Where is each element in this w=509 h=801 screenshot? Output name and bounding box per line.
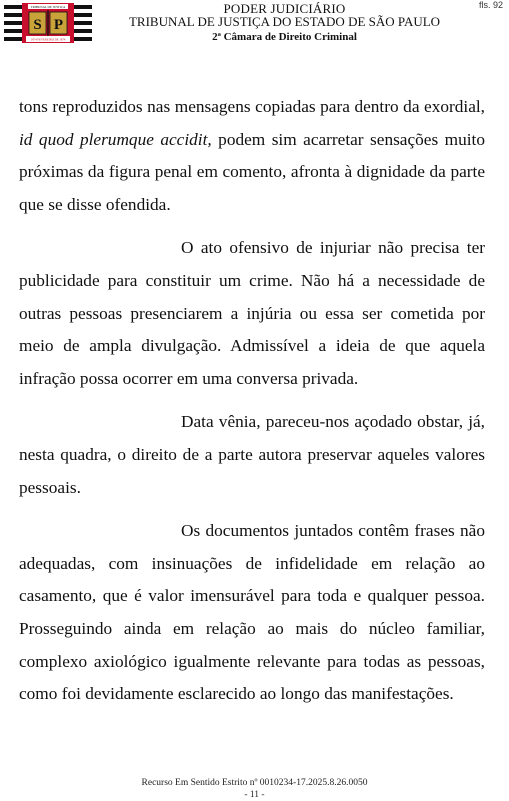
logo-top-text: TRIBUNAL DE JUSTIÇA bbox=[30, 5, 66, 9]
document-header bbox=[0, 0, 509, 50]
footer-page-number: - 11 - bbox=[244, 790, 265, 800]
header-chamber-name: 2ª Câmara de Direito Criminal bbox=[212, 31, 357, 43]
logo-bottom-text: 1874 FEVEREIRO DE 1874 bbox=[30, 37, 66, 42]
page-folio-marker: fls. 92 bbox=[478, 0, 503, 10]
paragraph-2: O ato ofensivo de injuriar não precisa ter publicidade para constituir um crime. Não há a necessidade de outras pessoas presenciarem a injúria ou essa ser cometida por meio de ampla divulgação. Admissível a ideia de que aquela infração possa ocorrer em uma conversa privada. bbox=[19, 238, 485, 388]
header-poder-judiciario: PODER JUDICIÁRIO bbox=[223, 1, 346, 16]
header-text-block bbox=[100, 2, 469, 46]
paragraph-3: Data vênia, pareceu-nos açodado obstar, já, nesta quadra, o direito de a parte autora preservar aqueles valores pessoais. bbox=[19, 412, 485, 497]
header-tribunal-name: TRIBUNAL DE JUSTIÇA DO ESTADO DE SÃO PAULO bbox=[128, 14, 441, 29]
paragraph-1-text-before: tons reproduzidos nas mensagens copiadas para dentro da exordial, bbox=[19, 97, 485, 116]
document-footer bbox=[0, 777, 509, 801]
footer-case-number: Recurso Em Sentido Estrito nº 0010234-17.2025.8.26.0050 bbox=[141, 778, 368, 788]
document-body bbox=[19, 91, 485, 722]
logo-letter-s: S bbox=[33, 17, 42, 33]
logo-letter-p: P bbox=[53, 17, 64, 33]
paragraph-4: Os documentos juntados contêm frases não adequadas, com insinuações de infidelidade em relação ao casamento, que é valor imensurável para toda e qualquer pessoa. Prosseguindo ainda em relação ao mais do núcleo familiar, complexo axiológico igualmente relevante para todas as pessoas, como foi devidamente esclarecido ao longo das manifestações. bbox=[19, 521, 485, 704]
paragraph-1 bbox=[19, 91, 485, 221]
paragraph-1-text-after: podem sim acarretar sensações muito próximas da figura penal em comento, afronta à dignidade da parte que se disse ofendida. bbox=[19, 129, 485, 214]
paragraph-1-latin-phrase: id quod plerumque accidit, bbox=[19, 129, 212, 149]
court-coat-of-arms-logo bbox=[4, 3, 92, 47]
